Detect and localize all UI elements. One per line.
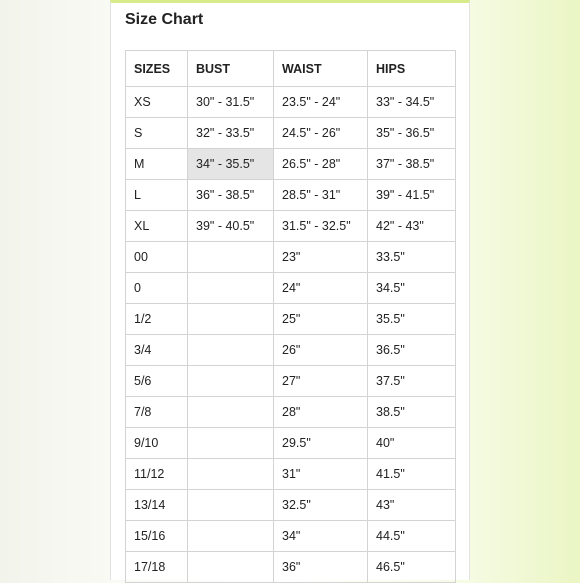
bust-cell (188, 366, 274, 397)
waist-cell: 28.5" - 31" (274, 180, 368, 211)
table-row (126, 366, 456, 397)
table-row (126, 428, 456, 459)
waist-cell: 25" (274, 304, 368, 335)
table-row (126, 397, 456, 428)
hips-cell: 37.5" (368, 366, 456, 397)
size-cell: S (126, 118, 188, 149)
bust-cell: 30" - 31.5" (188, 87, 274, 118)
size-cell: 11/12 (126, 459, 188, 490)
hips-cell: 36.5" (368, 335, 456, 366)
bust-cell (188, 304, 274, 335)
bust-cell: 36" - 38.5" (188, 180, 274, 211)
size-table (125, 50, 456, 583)
hips-cell: 33.5" (368, 242, 456, 273)
waist-cell: 31" (274, 459, 368, 490)
waist-cell: 32.5" (274, 490, 368, 521)
hips-cell: 44.5" (368, 521, 456, 552)
column-header-hips: HIPS (368, 51, 456, 87)
size-chart-panel (110, 0, 470, 580)
table-row (126, 304, 456, 335)
size-cell: 7/8 (126, 397, 188, 428)
size-cell: 9/10 (126, 428, 188, 459)
size-cell: 5/6 (126, 366, 188, 397)
bust-cell (188, 428, 274, 459)
hips-cell: 46.5" (368, 552, 456, 583)
table-row (126, 552, 456, 583)
waist-cell: 34" (274, 521, 368, 552)
waist-cell: 29.5" (274, 428, 368, 459)
page-title: Size Chart (125, 11, 204, 28)
column-header-sizes: SIZES (126, 51, 188, 87)
hips-cell: 33" - 34.5" (368, 87, 456, 118)
bust-cell: 32" - 33.5" (188, 118, 274, 149)
size-cell: 13/14 (126, 490, 188, 521)
hips-cell: 43" (368, 490, 456, 521)
waist-cell: 28" (274, 397, 368, 428)
size-cell: 15/16 (126, 521, 188, 552)
waist-cell: 31.5" - 32.5" (274, 211, 368, 242)
hips-cell: 37" - 38.5" (368, 149, 456, 180)
waist-cell: 24.5" - 26" (274, 118, 368, 149)
header-row (126, 51, 456, 87)
waist-cell: 23.5" - 24" (274, 87, 368, 118)
waist-cell: 26" (274, 335, 368, 366)
hips-cell: 34.5" (368, 273, 456, 304)
hips-cell: 38.5" (368, 397, 456, 428)
hips-cell: 35.5" (368, 304, 456, 335)
table-row (126, 335, 456, 366)
bust-cell (188, 242, 274, 273)
waist-cell: 24" (274, 273, 368, 304)
table-row (126, 87, 456, 118)
size-cell: M (126, 149, 188, 180)
size-cell: 00 (126, 242, 188, 273)
size-cell: 3/4 (126, 335, 188, 366)
table-row (126, 459, 456, 490)
table-row (126, 490, 456, 521)
hips-cell: 40" (368, 428, 456, 459)
hips-cell: 39" - 41.5" (368, 180, 456, 211)
size-cell: XS (126, 87, 188, 118)
hips-cell: 42" - 43" (368, 211, 456, 242)
table-row (126, 180, 456, 211)
bust-cell (188, 490, 274, 521)
table-row (126, 211, 456, 242)
hips-cell: 41.5" (368, 459, 456, 490)
bust-cell (188, 397, 274, 428)
waist-cell: 27" (274, 366, 368, 397)
table-row (126, 242, 456, 273)
bust-cell: 34" - 35.5" (188, 149, 274, 180)
bust-cell (188, 521, 274, 552)
waist-cell: 26.5" - 28" (274, 149, 368, 180)
bust-cell (188, 335, 274, 366)
bust-cell (188, 273, 274, 304)
waist-cell: 36" (274, 552, 368, 583)
size-cell: 1/2 (126, 304, 188, 335)
waist-cell: 23" (274, 242, 368, 273)
table-row (126, 118, 456, 149)
size-cell: XL (126, 211, 188, 242)
size-cell: 17/18 (126, 552, 188, 583)
hips-cell: 35" - 36.5" (368, 118, 456, 149)
bust-cell (188, 552, 274, 583)
size-cell: L (126, 180, 188, 211)
column-header-waist: WAIST (274, 51, 368, 87)
column-header-bust: BUST (188, 51, 274, 87)
bust-cell: 39" - 40.5" (188, 211, 274, 242)
table-row (126, 273, 456, 304)
size-cell: 0 (126, 273, 188, 304)
table-row (126, 521, 456, 552)
table-row (126, 149, 456, 180)
table-body (126, 87, 456, 583)
bust-cell (188, 459, 274, 490)
